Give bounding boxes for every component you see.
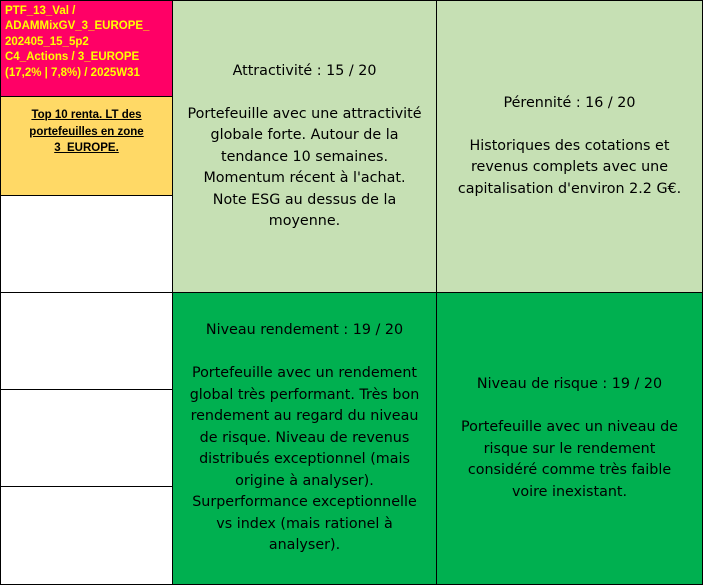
portfolio-info: PTF_13_Val / ADAMMixGV_3_EUROPE_ 202405_15_5p2 C4_Actions / 3_EUROPE (17,2% | 7,8%) / 2025W31: [5, 5, 150, 79]
empty-cell-1: [0, 195, 173, 293]
rendement-title: Niveau rendement : 19 / 20: [205, 322, 404, 339]
empty-cell-2: [0, 292, 173, 390]
rendement-cell: [172, 292, 437, 585]
empty-cell-4: [0, 486, 173, 585]
risque-title: Niveau de risque : 19 / 20: [476, 376, 663, 392]
attractivite-cell: [172, 0, 437, 293]
perennite-cell: [436, 0, 703, 293]
risque-text: Portefeuille avec un niveau de risque sur le rendement considéré comme très faible voire inexistant.: [461, 419, 678, 500]
perennite-text: Historiques des cotations et revenus complets avec une capitalisation d'environ 2.2 G€.: [457, 137, 682, 197]
top10-cell: [0, 96, 173, 196]
attractivite-text: Portefeuille avec une attractivité globale forte. Autour de la tendance 10 semaines. Momentum récent à l'achat. Note ESG au dessus de la moyenne.: [187, 105, 422, 229]
portfolio-header-cell: [0, 0, 173, 97]
empty-cell-3: [0, 389, 173, 487]
top10-label: Top 10 renta. LT des portefeuilles en zone 3_EUROPE.: [29, 109, 144, 154]
attractivite-title: Attractivité : 15 / 20: [232, 62, 377, 79]
perennite-title: Pérennité : 16 / 20: [503, 94, 636, 111]
rendement-text: Portefeuille avec un rendement global très performant. Très bon rendement au regard du niveau de risque. Niveau de revenus distribués exceptionnel (mais origine à analyser). Surperformance exceptionnelle vs index (mais rationel à analyser).: [189, 365, 420, 554]
risque-cell: [436, 292, 703, 585]
